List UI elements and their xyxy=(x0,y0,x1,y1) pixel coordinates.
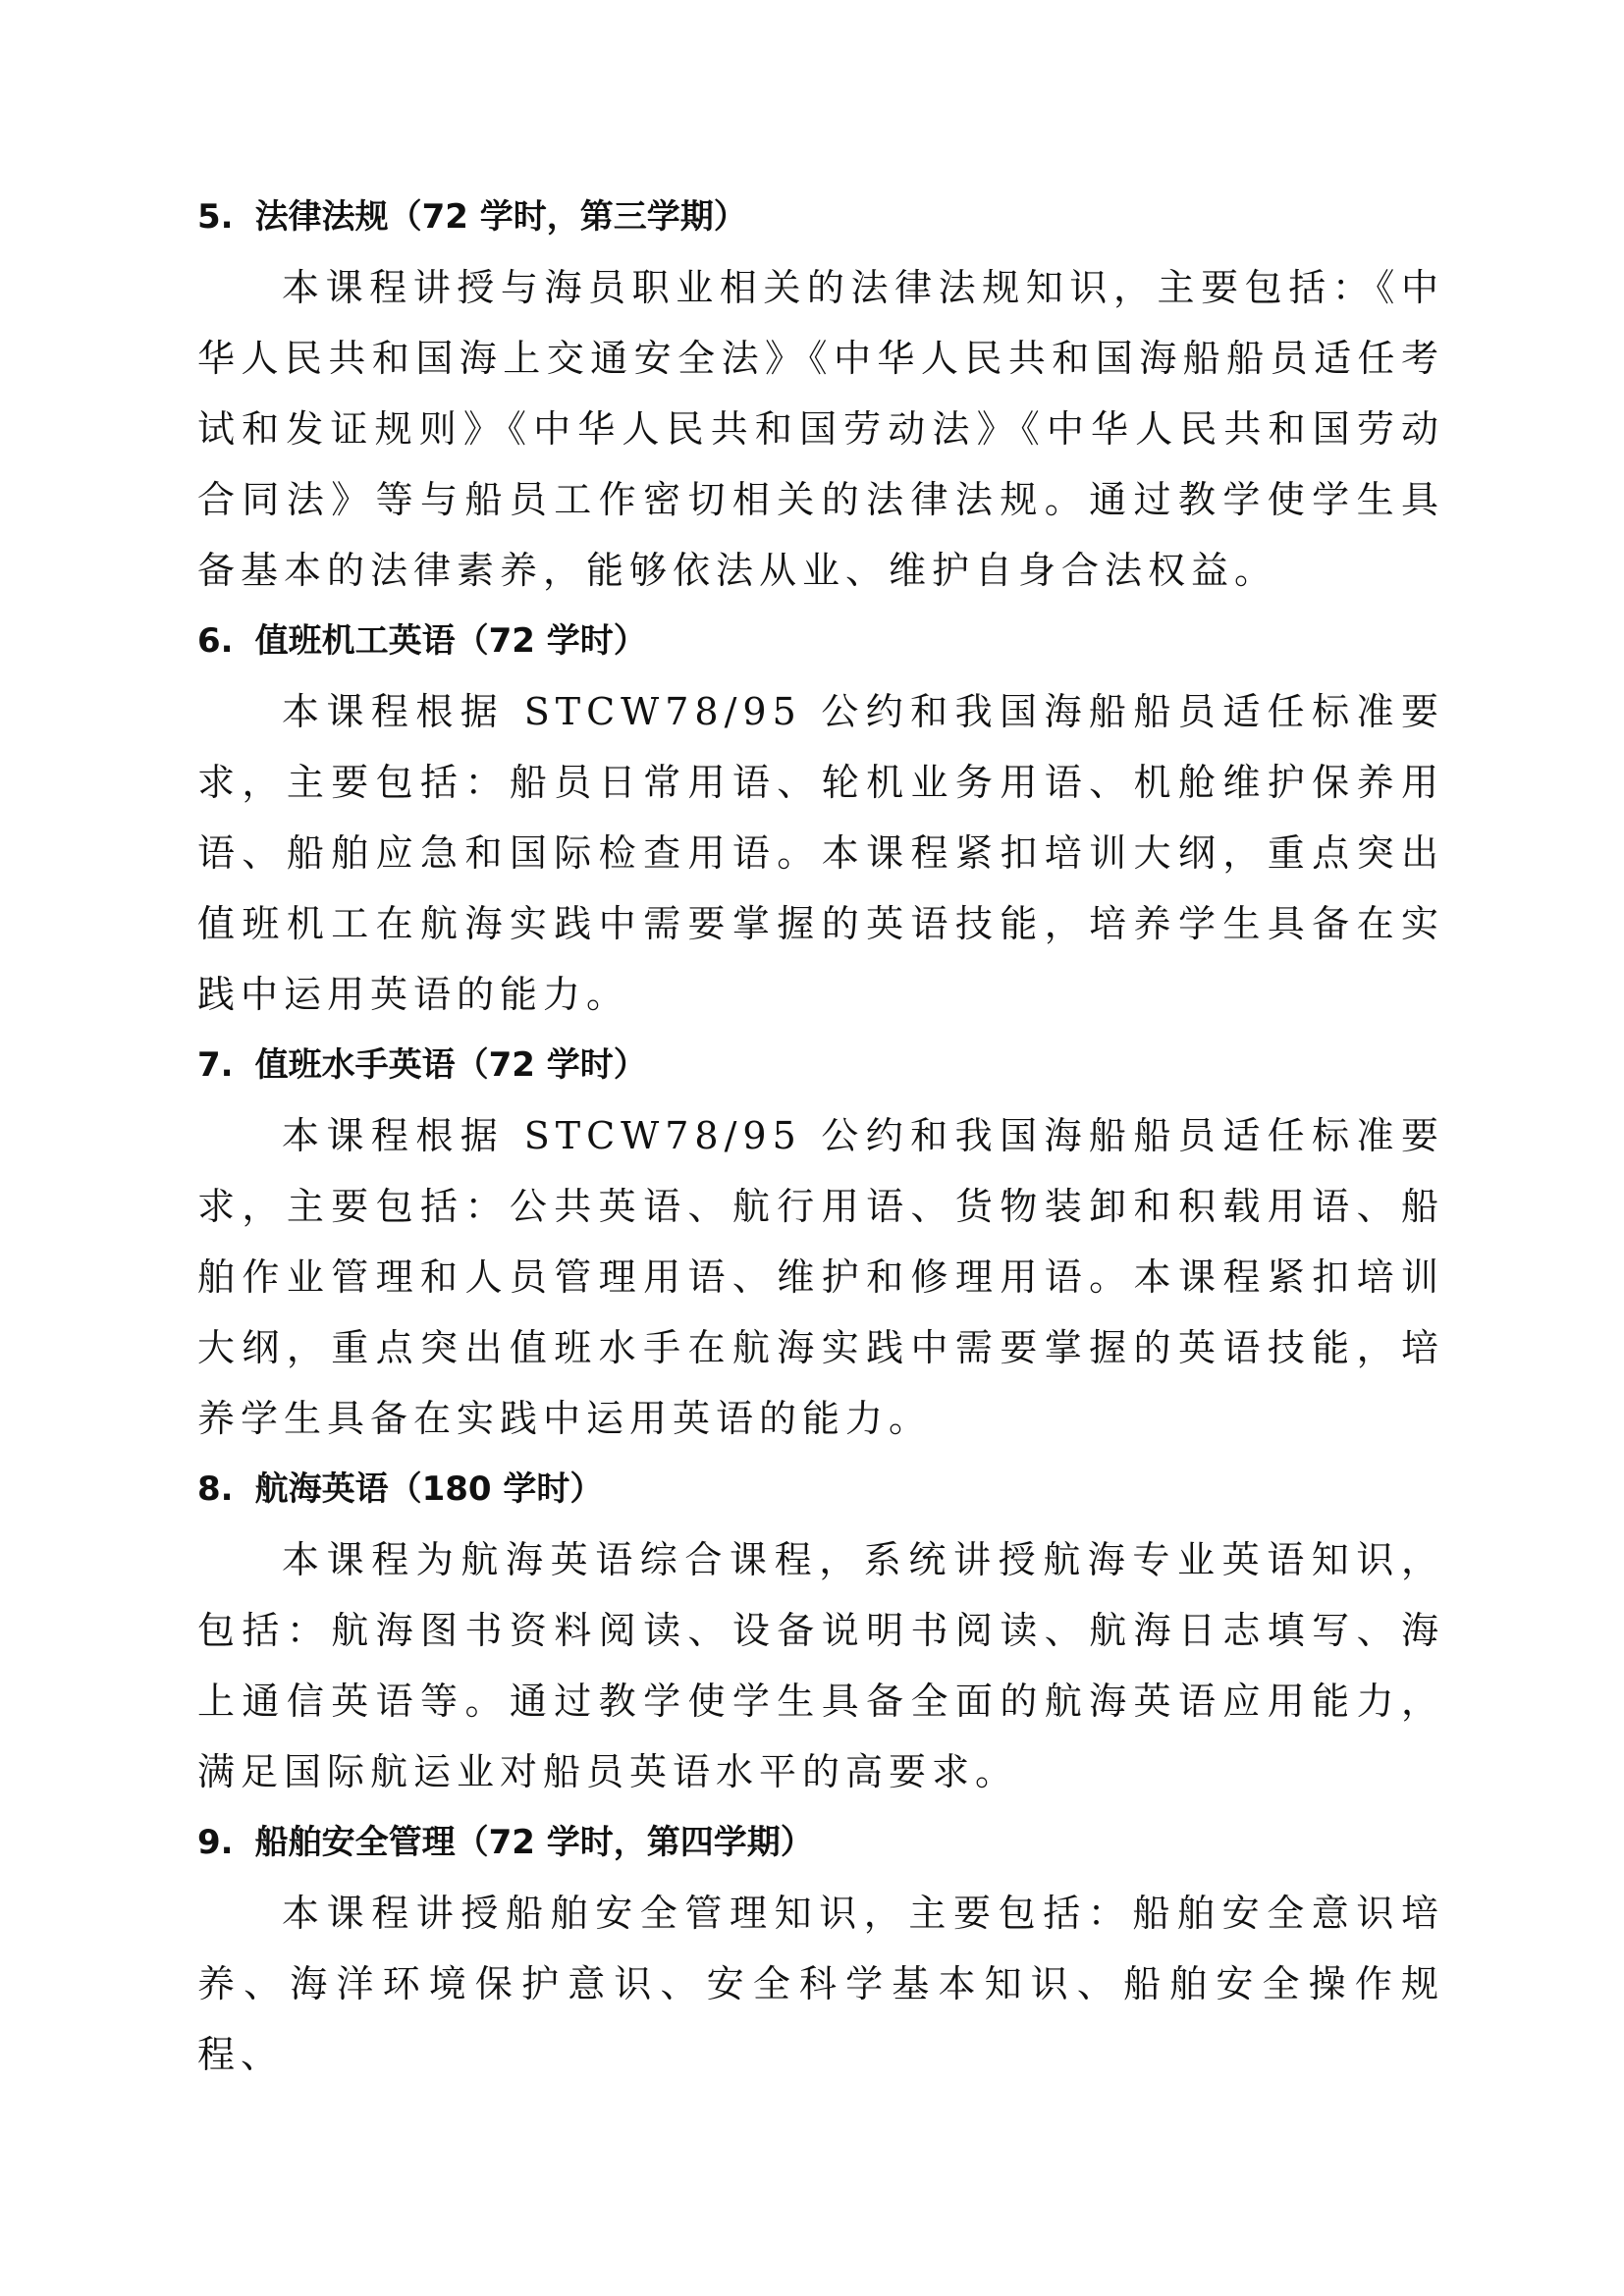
section-number: 9. xyxy=(197,1823,234,1862)
section-heading-9 xyxy=(197,1807,1444,1878)
section-number: 6. xyxy=(197,621,234,661)
section-title: 值班水手英语（72 学时） xyxy=(254,1045,647,1085)
section-number: 7. xyxy=(197,1045,234,1085)
section-number: 5. xyxy=(197,197,234,237)
section-heading-7 xyxy=(197,1030,1444,1100)
section-title: 航海英语（180 学时） xyxy=(254,1469,604,1509)
section-body-9: 本课程讲授船舶安全管理知识，主要包括：船舶安全意识培养、海洋环境保护意识、安全科学基本知识、船舶安全操作规程、 xyxy=(197,1892,1444,2076)
section-title: 船舶安全管理（72 学时，第四学期） xyxy=(254,1823,814,1862)
section-heading-5 xyxy=(197,182,1444,252)
section-body-5: 本课程讲授与海员职业相关的法律法规知识，主要包括：《中华人民共和国海上交通安全法》《中华人民共和国海船船员适任考试和发证规则》《中华人民共和国劳动法》《中华人民共和国劳动合同法》等与船员工作密切相关的法律法规。通过教学使学生具备基本的法律素养，能够依法从业、维护自身合法权益。 xyxy=(197,266,1444,592)
section-body-6: 本课程根据 STCW78/95 公约和我国海船船员适任标准要求，主要包括：船员日常用语、轮机业务用语、机舱维护保养用语、船舶应急和国际检查用语。本课程紧扣培训大纲，重点突出值班机工在航海实践中需要掌握的英语技能，培养学生具备在实践中运用英语的能力。 xyxy=(197,690,1444,1016)
document-content xyxy=(197,182,1444,2090)
section-number: 8. xyxy=(197,1469,234,1509)
section-heading-6 xyxy=(197,606,1444,676)
section-title: 法律法规（72 学时，第三学期） xyxy=(254,197,747,237)
section-body-8: 本课程为航海英语综合课程，系统讲授航海专业英语知识，包括：航海图书资料阅读、设备说明书阅读、航海日志填写、海上通信英语等。通过教学使学生具备全面的航海英语应用能力，满足国际航运业对船员英语水平的高要求。 xyxy=(197,1538,1444,1793)
section-body-7: 本课程根据 STCW78/95 公约和我国海船船员适任标准要求，主要包括：公共英语、航行用语、货物装卸和积载用语、船舶作业管理和人员管理用语、维护和修理用语。本课程紧扣培训大纲，重点突出值班水手在航海实践中需要掌握的英语技能，培养学生具备在实践中运用英语的能力。 xyxy=(197,1114,1444,1440)
section-title: 值班机工英语（72 学时） xyxy=(254,621,647,661)
section-heading-8 xyxy=(197,1454,1444,1524)
